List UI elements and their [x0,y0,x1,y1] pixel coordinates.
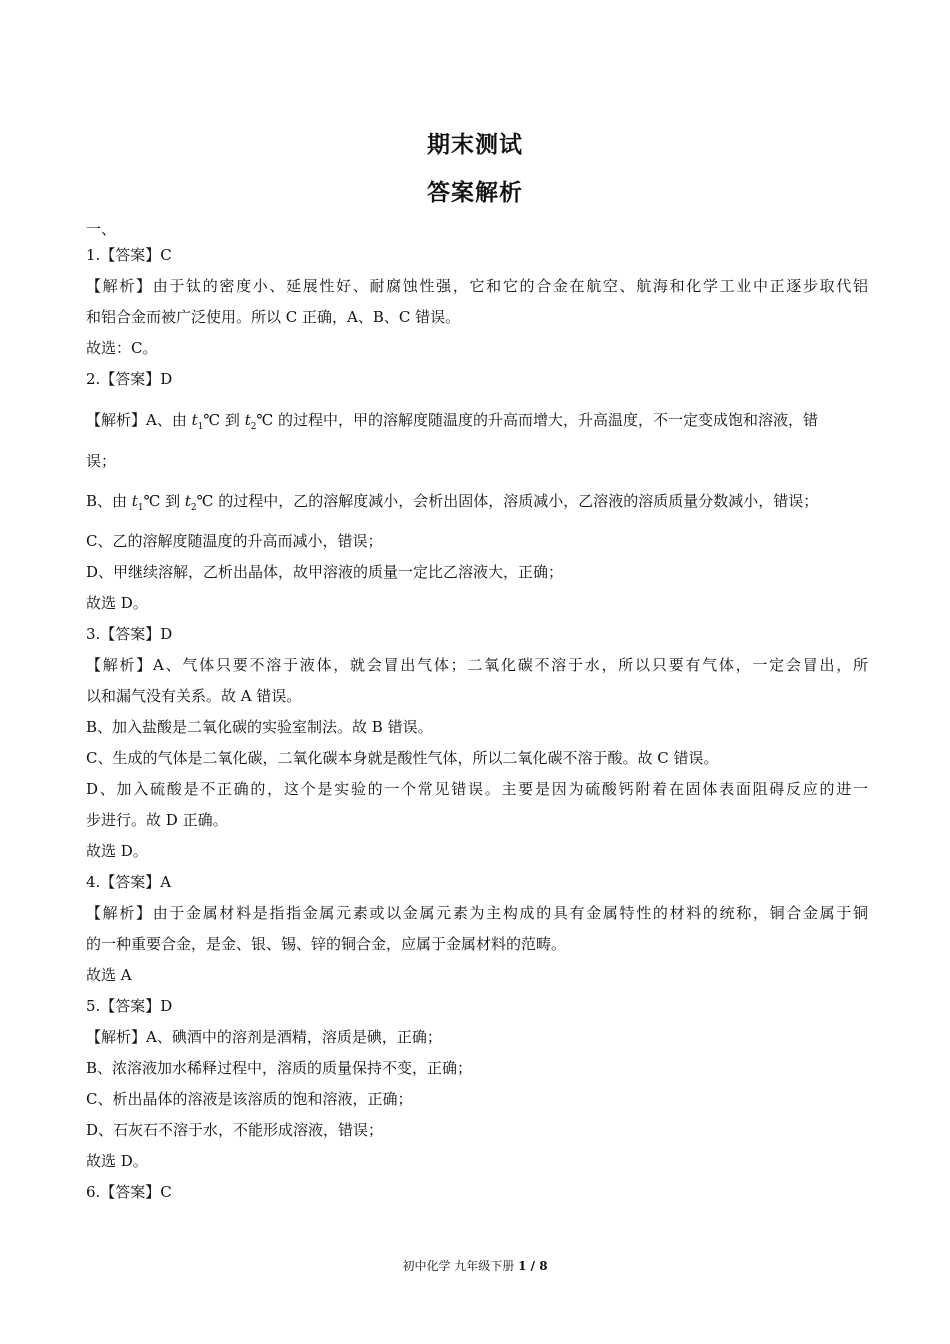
q3-option-d-line-1: D、加入硫酸是不正确的，这个是实验的一个常见错误。主要是因为硫酸钙附着在固体表面阻碍反应的进一 [86,780,868,798]
q2-option-a-continued: 误； [86,452,117,470]
q3-option-c: C、生成的气体是二氧化碳，二氧化碳本身就是酸性气体，所以二氧化碳不溶于酸。故 C 错误。 [86,749,719,767]
q3-answer: 3.【答案】D [86,625,173,643]
q2-option-d: D、甲继续溶解，乙析出晶体，故甲溶液的质量一定比乙溶液大，正确； [86,563,564,581]
q2-option-b-prefix: B、由 [86,492,132,510]
q2-answer: 2.【答案】D [86,370,173,388]
document-subtitle: 答案解析 [427,180,523,206]
footer-course: 初中化学 九年级下册 [402,1259,515,1273]
t1-variable: $t_1$ [191,411,204,432]
q2-option-a-rest: ℃ 的过程中，甲的溶解度随温度的升高而增大，升高温度，不一定变成饱和溶液，错 [256,411,819,429]
t2-variable: $t_2$ [184,492,197,513]
q2-option-a [86,409,868,438]
q2-option-b [86,490,868,519]
q3-option-a-line-2: 以和漏气没有关系。故 A 错误。 [86,687,302,705]
q1-answer: 1.【答案】C [86,246,172,264]
q5-option-b: B、浓溶液加水稀释过程中，溶质的质量保持不变，正确； [86,1059,473,1077]
q3-option-b: B、加入盐酸是二氧化碳的实验室制法。故 B 错误。 [86,718,433,736]
q4-answer: 4.【答案】A [86,873,172,891]
t2-variable: $t_2$ [244,411,257,432]
q4-explanation-line-1: 【解析】由于金属材料是指指金属元素或以金属元素为主构成的具有金属特性的材料的统称，铜合金属于铜 [86,904,868,922]
q5-option-c: C、析出晶体的溶液是该溶质的饱和溶液，正确； [86,1090,413,1108]
q2-option-c: C、乙的溶解度随温度的升高而减小，错误； [86,532,383,550]
q1-explanation-line-1: 【解析】由于钛的密度小、延展性好、耐腐蚀性强，它和它的合金在航空、航海和化学工业中正逐步取代铝 [86,277,868,295]
q2-option-b-rest: ℃ 的过程中，乙的溶解度减小，会析出固体，溶质减小，乙溶液的溶质质量分数减小，错误； [196,492,819,510]
q5-option-a: 【解析】A、碘酒中的溶剂是酒精，溶质是碘，正确； [86,1028,442,1046]
q1-conclusion: 故选：C。 [86,339,158,357]
q3-option-a-line-1: 【解析】A、气体只要不溶于液体，就会冒出气体；二氧化碳不溶于水，所以只要有气体，一定会冒出，所 [86,656,868,674]
q4-explanation-line-2: 的一种重要合金，是金、银、锡、锌的铜合金，应属于金属材料的范畴。 [86,935,567,953]
q2-option-a-mid: ℃ 到 [203,411,245,429]
document-title: 期末测试 [427,132,523,158]
t1-variable: $t_1$ [131,492,144,513]
q5-option-d: D、石灰石不溶于水，不能形成溶液，错误； [86,1121,384,1139]
q3-option-d-line-2: 步进行。故 D 正确。 [86,811,228,829]
section-heading: 一、 [86,220,117,238]
q2-conclusion: 故选 D。 [86,594,148,612]
q6-answer: 6.【答案】C [86,1183,172,1201]
q2-option-b-mid: ℃ 到 [143,492,185,510]
q3-conclusion: 故选 D。 [86,842,148,860]
q4-conclusion: 故选 A [86,966,132,984]
q5-answer: 5.【答案】D [86,997,173,1015]
page-footer [0,1257,950,1274]
q1-explanation-line-2: 和铝合金而被广泛使用。所以 C 正确，A、B、C 错误。 [86,308,461,326]
page-number: 1 / 8 [518,1259,548,1273]
q2-option-a-prefix: 【解析】A、由 [86,411,192,429]
q5-conclusion: 故选 D。 [86,1152,148,1170]
